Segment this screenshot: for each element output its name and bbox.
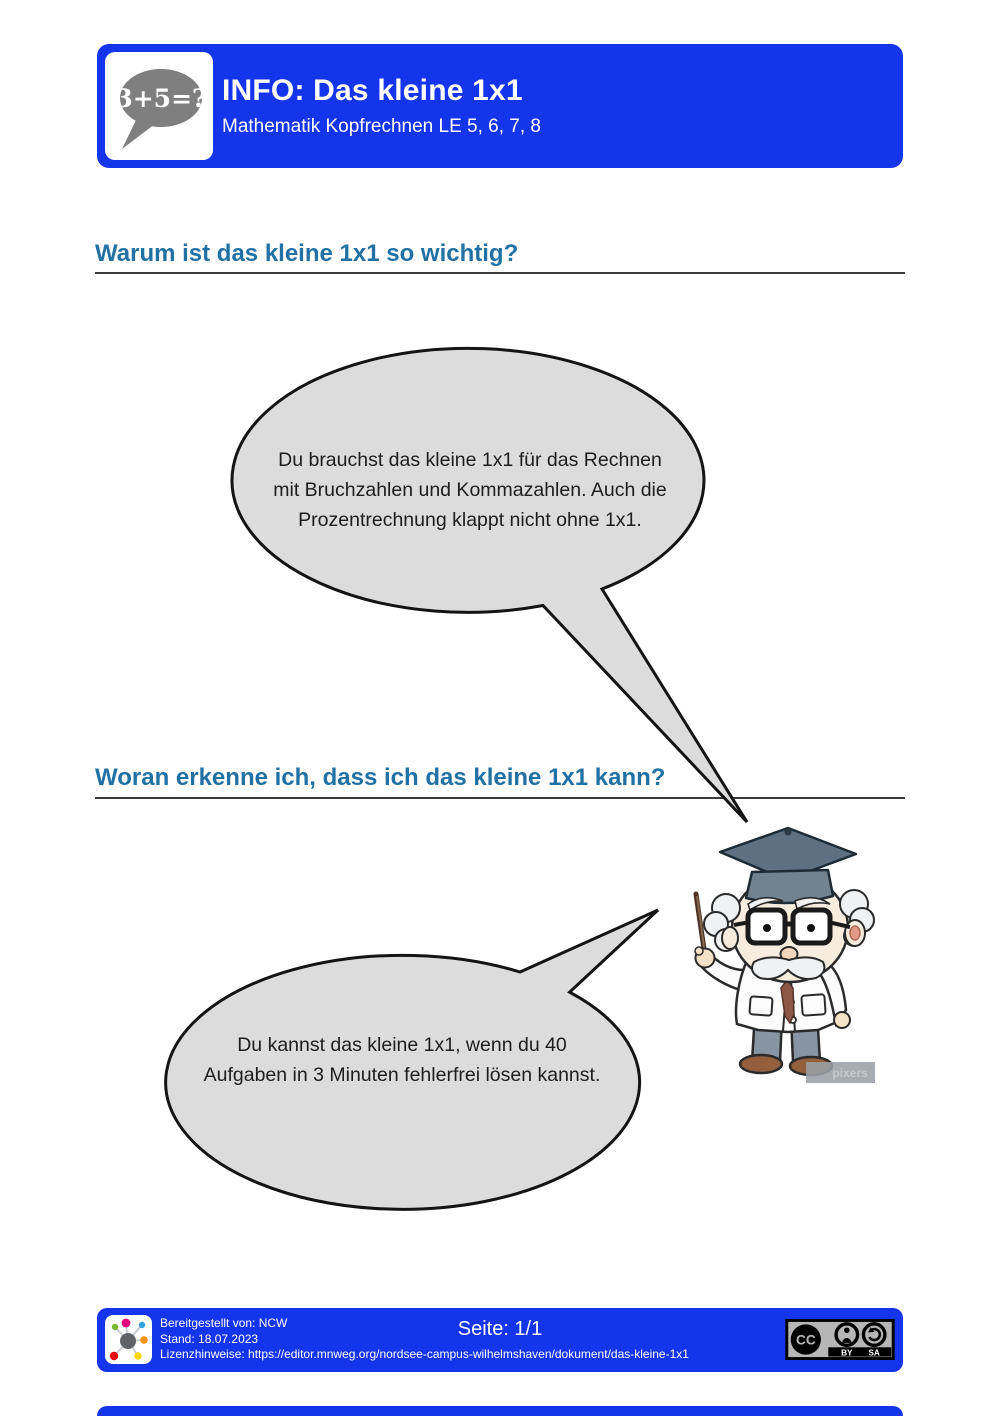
header-titles: [222, 74, 541, 138]
header-logo: [105, 52, 213, 160]
document-subtitle: Mathematik Kopfrechnen LE 5, 6, 7, 8: [222, 116, 541, 137]
section-heading-2: Woran erkenne ich, dass ich das kleine 1x1 kann?: [95, 764, 666, 791]
cc-by-label: BY: [841, 1347, 853, 1358]
cc-logo-text: CC: [795, 1332, 816, 1348]
document-title: INFO: Das kleine 1x1: [222, 74, 523, 107]
footer-bar: [97, 1308, 903, 1372]
stock-watermark: [806, 1062, 875, 1083]
license-text: Lizenzhinweise: https://editor.mnweg.org/nordsee-campus-wilhelmshaven/dokument/das-kleine-1x1: [160, 1347, 689, 1361]
date-text: Stand: 18.07.2023: [160, 1331, 259, 1346]
speech-bubble-1: [225, 340, 755, 835]
speech-bubble-1-text: Du brauchst das kleine 1x1 für das Rechnen mit Bruchzahlen und Kommazahlen. Auch die Prozentrechnung klappt nicht ohne 1x1.: [273, 449, 667, 531]
heading-rule-1: [95, 272, 905, 274]
cc-sa-label: SA: [868, 1347, 880, 1358]
cc-by-sa-badge-icon: [785, 1319, 895, 1360]
next-page-header-strip: [97, 1406, 903, 1416]
header-bar: [97, 44, 903, 168]
speech-bubble-2-text: Du kannst das kleine 1x1, wenn du 40 Aufgaben in 3 Minuten fehlerfrei lösen kannst.: [203, 1034, 601, 1086]
math-speech-bubble-icon: [105, 52, 213, 160]
provided-by-text: Bereitgestellt von: NCW: [160, 1316, 288, 1330]
section-heading-1: Warum ist das kleine 1x1 so wichtig?: [95, 240, 519, 267]
page-number-label: Seite: 1/1: [457, 1318, 543, 1340]
logo-equation-text: 3+5=?: [115, 84, 207, 113]
professor-illustration: [660, 812, 875, 1084]
watermark-text: pixers: [832, 1066, 868, 1080]
